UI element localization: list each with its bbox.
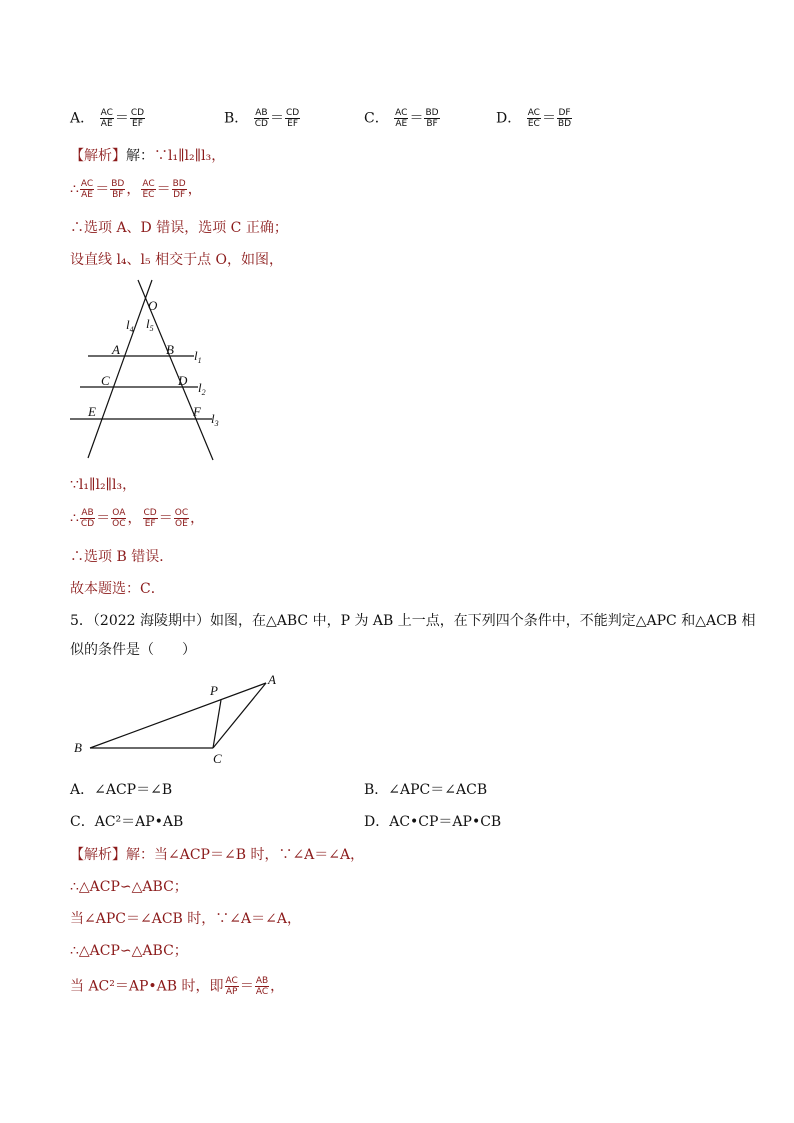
analysis-line: 当∠APC＝∠ACB 时，∵∠A＝∠A，: [70, 911, 301, 927]
therefore-symbol: ∴: [70, 510, 79, 527]
fraction: [255, 976, 269, 997]
equals-sign: ＝: [156, 181, 171, 198]
fraction: [110, 179, 125, 200]
label-l5: $l_5$: [146, 316, 154, 333]
denominator: EF: [287, 119, 299, 129]
numerator: AC: [395, 108, 408, 118]
equals-sign: ＝: [541, 110, 556, 127]
label-c: C: [101, 373, 110, 388]
fraction: [143, 508, 158, 529]
option-label: B．: [224, 110, 249, 127]
fraction: [172, 179, 187, 200]
denominator: BF: [112, 190, 124, 200]
numerator: CD: [285, 108, 300, 118]
label-e: E: [88, 404, 96, 419]
numerator: CD: [130, 108, 145, 118]
label-l2: $l_2$: [198, 380, 206, 397]
line-l4: [88, 280, 152, 458]
comma: ，: [127, 510, 142, 527]
analysis-tag: 【解析】: [70, 148, 126, 164]
label-a: A: [112, 342, 120, 357]
equals-sign: ＝: [239, 978, 254, 995]
fraction: [100, 108, 114, 129]
numerator: CD: [143, 508, 157, 518]
equals-sign: ＝: [95, 181, 110, 198]
fraction: [225, 976, 239, 997]
denominator: AP: [225, 987, 238, 997]
denominator: AE: [100, 119, 113, 129]
denominator: BF: [426, 119, 438, 129]
label-b: B: [166, 342, 174, 357]
analysis-tag: 【解析】: [70, 847, 126, 863]
fraction: [111, 508, 126, 529]
fraction: [254, 108, 269, 129]
analysis-line: 设直线 l₄、l₅ 相交于点 O，如图，: [70, 252, 284, 268]
triangle-figure: [70, 670, 290, 770]
analysis-line: ∴△ACP∽△ABC；: [70, 879, 188, 895]
option-b: B．∠APC＝∠ACB: [364, 782, 488, 798]
equals-sign: ＝: [96, 510, 111, 527]
numerator: BD: [111, 179, 125, 189]
fraction: [285, 108, 300, 129]
label-c: C: [213, 751, 222, 766]
numerator: BD: [425, 108, 439, 118]
question-stem: 似的条件是（ ）: [70, 642, 196, 658]
label-b: B: [74, 740, 82, 755]
numerator: AC: [225, 976, 238, 986]
analysis-line: ∴选项 A、D 错误，选项 C 正确；: [70, 220, 288, 236]
comma: ，: [270, 978, 285, 995]
analysis-line: ∴选项 B 错误．: [70, 549, 174, 565]
equals-sign: ＝: [158, 510, 173, 527]
denominator: AC: [255, 987, 269, 997]
option-d: D．AC•CP＝AP•CB: [364, 814, 502, 830]
denominator: DF: [173, 190, 186, 200]
option-a: A．∠ACP＝∠B: [70, 782, 173, 798]
denominator: BD: [557, 119, 572, 129]
fraction: [424, 108, 439, 129]
fraction: [130, 108, 145, 129]
option-b: [224, 108, 301, 129]
segment-pc: [213, 700, 221, 748]
option-label: A．: [70, 110, 95, 127]
option-label: D．: [496, 110, 522, 127]
comma: ，: [126, 181, 141, 198]
fraction: [557, 108, 572, 129]
analysis-line: ∴△ACP∽△ABC；: [70, 943, 188, 959]
numerator: AC: [80, 179, 94, 189]
numerator: AC: [142, 179, 155, 189]
label-d: D: [178, 373, 188, 388]
option-label: C．: [364, 110, 389, 127]
fraction: [174, 508, 189, 529]
numerator: AC: [100, 108, 113, 118]
label-p: P: [210, 683, 218, 698]
label-l3: $l_3$: [211, 411, 219, 428]
numerator: AB: [255, 976, 269, 986]
denominator: AE: [81, 190, 93, 200]
fraction: [394, 108, 408, 129]
option-d: [496, 108, 573, 129]
option-c: [364, 108, 441, 129]
denominator: CD: [254, 119, 268, 129]
label-o: O: [148, 298, 158, 313]
fraction: [80, 179, 94, 200]
analysis-text: 解：当∠ACP＝∠B 时，∵∠A＝∠A，: [126, 847, 365, 863]
numerator: OC: [174, 508, 189, 518]
label-f: F: [193, 404, 201, 419]
analysis-line: [70, 146, 225, 166]
label-l4: $l_4$: [126, 317, 134, 334]
analysis-text: ∵l₁∥l₂∥l₃，: [154, 148, 226, 164]
denominator: OE: [175, 519, 188, 529]
comma: ，: [187, 181, 202, 198]
denominator: CD: [80, 519, 95, 529]
label-a: A: [268, 672, 276, 687]
analysis-line: [70, 845, 364, 865]
question-stem: 5．（2022 海陵期中）如图，在△ABC 中，P 为 AB 上一点，在下列四个条件中，不能判定△APC 和△ACB 相: [70, 613, 756, 629]
analysis-line: [70, 508, 204, 529]
fraction: [80, 508, 95, 529]
option-c: C．AC²＝AP•AB: [70, 814, 184, 830]
denominator: EF: [144, 519, 156, 529]
numerator: AB: [255, 108, 268, 118]
numerator: AC: [527, 108, 540, 118]
denominator: EC: [142, 190, 155, 200]
option-a: [70, 108, 146, 129]
analysis-text: 当 AC²＝AP•AB 时，即: [70, 978, 224, 995]
equals-sign: ＝: [409, 110, 424, 127]
numerator: DF: [558, 108, 571, 118]
numerator: OA: [112, 508, 126, 518]
analysis-line: [70, 976, 284, 997]
parallel-lines-figure: [66, 276, 236, 462]
label-l1: $l_1$: [194, 348, 202, 365]
numerator: AB: [81, 508, 94, 518]
numerator: BD: [172, 179, 186, 189]
therefore-symbol: ∴: [70, 181, 79, 198]
denominator: EF: [132, 119, 143, 129]
fraction: [527, 108, 541, 129]
analysis-line: [70, 179, 202, 200]
fraction: [141, 179, 155, 200]
analysis-text: 解：: [126, 148, 154, 164]
equals-sign: ＝: [114, 110, 129, 127]
equals-sign: ＝: [269, 110, 284, 127]
denominator: AE: [395, 119, 408, 129]
denominator: EC: [527, 119, 540, 129]
denominator: OC: [112, 519, 126, 529]
analysis-line: ∵l₁∥l₂∥l₃，: [70, 477, 137, 493]
comma: ，: [190, 510, 205, 527]
answer-line: 故本题选：C．: [70, 581, 165, 597]
